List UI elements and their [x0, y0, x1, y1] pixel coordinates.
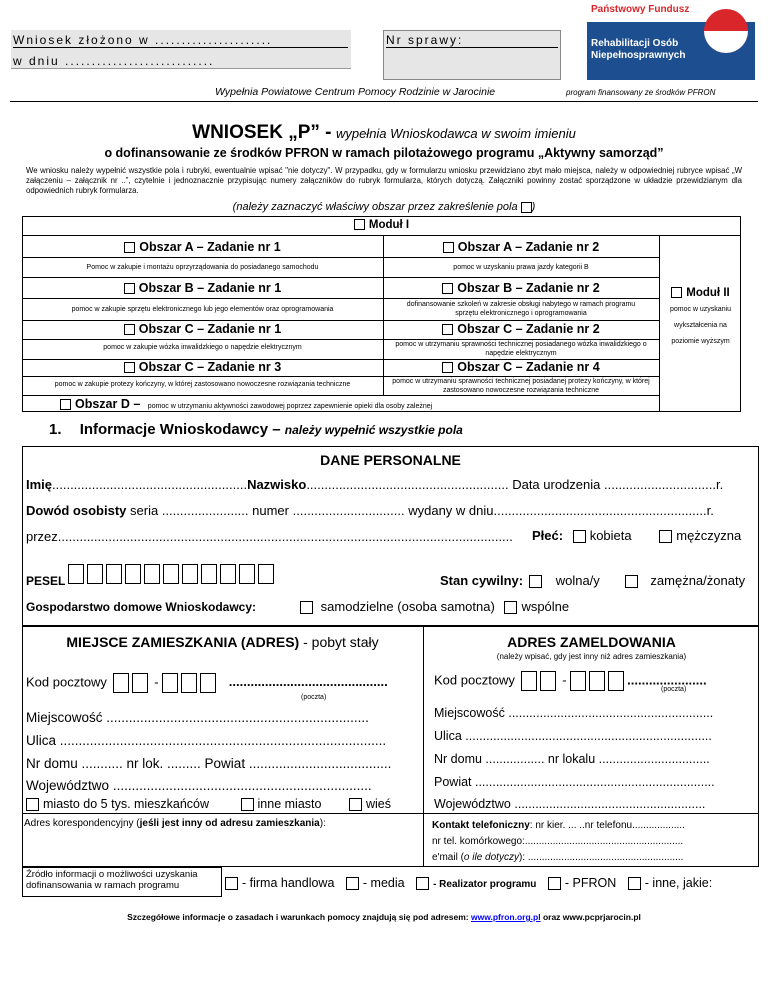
logo-line3: Niepełnosprawnych — [591, 50, 686, 61]
date-label: w dniu ............................ — [13, 54, 215, 68]
postal-right[interactable]: Kod pocztowy - ...................... — [434, 671, 707, 691]
area-c3-desc: pomoc w zakupie protezy kończyny, w której zastosowano nowoczesne rozwiązania techniczne — [54, 381, 351, 388]
logo-emblem-icon — [703, 8, 749, 54]
area-b2-option[interactable]: Obszar B – Zadanie nr 2 — [383, 281, 659, 295]
source-realizator-checkbox[interactable] — [416, 877, 429, 890]
city-right[interactable]: Miejscowość ........................................................... — [434, 706, 714, 720]
marital-row: Stan cywilny: wolna/y zamężna/żonaty — [440, 573, 746, 588]
instructions: We wniosku należy wypełnić wszystkie pola i rubryki, ewentualnie wpisać "nie dotyczy". W przypadku, gdy w formularzu wniosku przewidziano zbyt mało miejsca, należy w odpowiedniej rubryce wpisać „W załączeniu – załącznik nr ..”, czytelnie i jednoznacznie przypisując numery załączników do rubryk formularza, których dotyczą. Załączniki powinny zostać sporządzone w układzie przewidzianym dla odpowiednich rubryk formularza. — [26, 166, 742, 195]
source-pfron-checkbox[interactable] — [548, 877, 561, 890]
source-company-checkbox[interactable] — [225, 877, 238, 890]
source-label: Źródło informacji o możliwości uzyskania dofinansowania w ramach programu — [26, 869, 198, 891]
house-left[interactable]: Nr domu ........... nr lok. ......... Powiat ...................................... — [26, 756, 392, 771]
pesel-boxes[interactable] — [68, 564, 277, 584]
registration-heading: ADRES ZAMELDOWANIA — [507, 634, 676, 650]
marital-free-checkbox[interactable] — [529, 575, 542, 588]
area-d-option[interactable]: Obszar D – pomoc w utrzymaniu aktywności zawodowej poprzez zapewnienie opieki dla osoby zależnej — [60, 397, 432, 411]
area-c2-option[interactable]: Obszar C – Zadanie nr 2 — [383, 322, 659, 336]
area-c2-desc: pomoc w utrzymaniu sprawności technicznej posiadanego wózka inwalidzkiego o napędzie elektrycznym — [395, 341, 647, 357]
module2-desc: pomoc w uzyskaniu wykształcenia na poziomie wyższym — [669, 306, 732, 345]
source-other-checkbox[interactable] — [628, 877, 641, 890]
pfron-logo — [587, 0, 755, 80]
logo-line2: Rehabilitacji Osób — [591, 38, 679, 49]
post-office-right: (poczta) — [661, 686, 687, 693]
area-note: (należy zaznaczyć właściwy obszar przez zakreślenie pola ) — [232, 201, 536, 213]
module1-option[interactable]: Moduł I — [22, 219, 741, 231]
town-small-checkbox[interactable] — [26, 798, 39, 811]
page-subtitle: o dofinansowanie ze środków PFRON w ramach pilotażowego programu „Aktywny samorząd” — [104, 146, 664, 160]
id-row[interactable]: Dowód osobisty seria ........................ numer ............................... wydany w dniu...........................................................r. — [26, 503, 714, 518]
funded-by-note: program finansowany ze środków PFRON — [566, 88, 716, 97]
city-left[interactable]: Miejscowość ...................................................................... — [26, 710, 369, 725]
section1-heading: 1. Informacje Wnioskodawcy – należy wypełnić wszystkie pola — [49, 421, 463, 438]
street-left[interactable]: Ulica ....................................................................................... — [26, 733, 387, 748]
marital-married-checkbox[interactable] — [625, 575, 638, 588]
household-row: Gospodarstwo domowe Wnioskodawcy: samodzielne (osoba samotna) wspólne — [26, 599, 570, 614]
post-office-left: (poczta) — [301, 694, 327, 701]
sex-female-checkbox[interactable] — [573, 530, 586, 543]
postal-left[interactable]: Kod pocztowy - ............................................ — [26, 673, 388, 693]
voivodeship-left[interactable]: Województwo ..................................................................... — [26, 778, 372, 793]
area-a2-option[interactable]: Obszar A – Zadanie nr 2 — [383, 240, 659, 254]
county-right[interactable]: Powiat ..................................................................... — [434, 775, 715, 789]
pesel-label: PESEL — [26, 574, 66, 588]
town-other-checkbox[interactable] — [241, 798, 254, 811]
sex-male-checkbox[interactable] — [659, 530, 672, 543]
area-c1-desc: pomoc w zakupie wózka inwalidzkiego o napędzie elektrycznym — [103, 344, 302, 351]
case-number-label: Nr sprawy: — [386, 33, 558, 48]
name-row[interactable]: Imię......................................................Nazwisko........................................................ Data urodzenia ...............................r. — [26, 477, 724, 492]
pcpr-link[interactable]: www.pcprjarocin.pl — [562, 912, 641, 922]
area-b2-desc: dofinansowanie szkoleń w zakresie obsługi nabytego w ramach programu sprzętu elektronicznego i oprogramowania — [406, 301, 636, 317]
residence-heading: MIEJSCE ZAMIESZKANIA (ADRES) - pobyt stały — [66, 634, 379, 650]
page-title: WNIOSEK „P” - wypełnia Wnioskodawca w swoim imieniu — [192, 122, 576, 143]
submitted-label: Wniosek złożono w ...................... — [13, 33, 348, 48]
pfron-link[interactable]: www.pfron.org.pl — [470, 912, 541, 922]
area-b1-option[interactable]: Obszar B – Zadanie nr 1 — [22, 281, 383, 295]
header-divider — [10, 101, 758, 102]
source-media-checkbox[interactable] — [346, 877, 359, 890]
footer-info: Szczegółowe informacje o zasadach i warunkach pomocy znajdują się pod adresem: www.pfron.org.pl oraz www.pcprjarocin.pl — [127, 912, 641, 922]
area-a1-option[interactable]: Obszar A – Zadanie nr 1 — [22, 240, 383, 254]
correspondence-label[interactable]: Adres korespondencyjny (jeśli jest inny od adresu zamieszkania): — [24, 818, 326, 829]
voivodeship-right[interactable]: Województwo ....................................................... — [434, 797, 706, 811]
area-b1-desc: pomoc w zakupie sprzętu elektronicznego lub jego elementów oraz oprogramowania — [71, 306, 334, 313]
sex-row: Płeć: kobieta mężczyzna — [532, 528, 742, 543]
household-alone-checkbox[interactable] — [300, 601, 313, 614]
area-d-desc: pomoc w utrzymaniu aktywności zawodowej poprzez zapewnienie opieki dla osoby zależnej — [147, 403, 433, 410]
contact-block[interactable]: Kontakt telefoniczny: nr kier. ... ..nr telefonu................... nr tel. komórkowego:......................................................... e'mail (o ile dotyczy): ........................................................ — [432, 820, 685, 863]
filled-by-note: Wypełnia Powiatowe Centrum Pomocy Rodzinie w Jarocinie — [215, 86, 496, 98]
area-c4-desc: pomoc w utrzymaniu sprawności technicznej posiadanej protezy kończyny, w której zastosowano nowoczesne rozwiązania techniczne — [392, 378, 650, 394]
household-shared-checkbox[interactable] — [504, 601, 517, 614]
area-a1-desc: Pomoc w zakupie i montażu oprzyrządowania do posiadanego samochodu — [86, 264, 319, 271]
house-right[interactable]: Nr domu ................. nr lokalu ................................ — [434, 752, 710, 766]
area-c3-option[interactable]: Obszar C – Zadanie nr 3 — [22, 360, 383, 374]
registration-note: (należy wpisać, gdy jest inny niż adres zamieszkania) — [496, 652, 687, 661]
area-c4-option[interactable]: Obszar C – Zadanie nr 4 — [383, 360, 659, 374]
locality-type-row: miasto do 5 tys. mieszkańców inne miasto wieś — [26, 797, 391, 811]
personal-heading: DANE PERSONALNE — [320, 452, 461, 468]
source-options: - firma handlowa - media - Realizator programu - PFRON - inne, jakie: — [225, 876, 712, 890]
area-a2-desc: pomoc w uzyskaniu prawa jazdy kategorii B — [453, 264, 589, 271]
logo-line1: Państwowy Fundusz — [591, 4, 690, 15]
issuer-row[interactable]: przez.............................................................................................................................. — [26, 529, 513, 544]
module2-option[interactable]: Moduł II — [660, 287, 741, 299]
street-right[interactable]: Ulica ....................................................................... — [434, 729, 712, 743]
village-checkbox[interactable] — [349, 798, 362, 811]
area-c1-option[interactable]: Obszar C – Zadanie nr 1 — [22, 322, 383, 336]
